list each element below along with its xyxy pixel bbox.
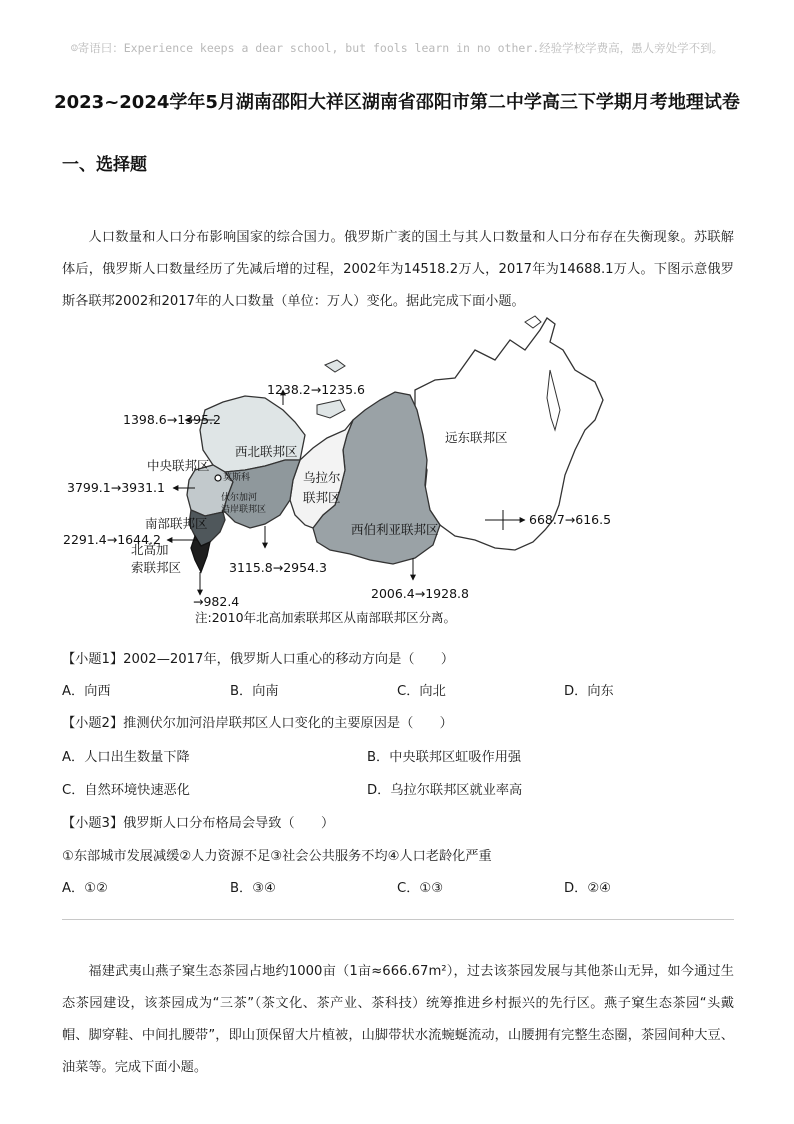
label-central: 中央联邦区 xyxy=(147,458,210,473)
label-ural-2: 联邦区 xyxy=(303,490,341,505)
value-southern: 2291.4→1644.2 xyxy=(63,532,161,547)
passage-tea-garden: 福建武夷山燕子窠生态茶园占地约1000亩（1亩≈666.67m²），过去该茶园发展与其他茶山无异，如今通过生态茶园建设，该茶园成为“三茶”（茶文化、茶产业、茶科技）统筹推进乡村振兴的先行区。燕子窠生态茶园“头戴帽、脚穿鞋、中间扎腰带”，即山顶保留大片植被，山脚带状水流蜿蜒流动，山腰拥有完整生态圈，茶园间种大豆、油菜等。完成下面小题。 xyxy=(62,964,734,1075)
q3-option-d[interactable]: D．②④ xyxy=(564,881,611,896)
russia-population-map xyxy=(55,310,665,630)
label-fareast: 远东联邦区 xyxy=(445,430,508,445)
label-caucasus-2: 索联邦区 xyxy=(131,560,182,575)
q2-option-c[interactable]: C．自然环境快速恶化 xyxy=(62,783,190,798)
q1-option-b[interactable]: B．向南 xyxy=(230,684,279,699)
label-caucasus-1: 北高加 xyxy=(131,542,169,557)
value-siberia: 2006.4→1928.8 xyxy=(371,586,469,601)
label-volga-1: 伏尔加河 xyxy=(221,493,258,503)
map-note: 注:2010年北高加索联邦区从南部联邦区分离。 xyxy=(195,610,457,625)
q1-option-c[interactable]: C．向北 xyxy=(397,684,446,699)
q2-option-a[interactable]: A．人口出生数量下降 xyxy=(62,750,190,765)
label-ural-1: 乌拉尔 xyxy=(303,470,341,485)
value-central: 3799.1→3931.1 xyxy=(67,480,165,495)
section-heading: 一、选择题 xyxy=(62,155,147,175)
q2-option-b[interactable]: B．中央联邦区虹吸作用强 xyxy=(367,750,522,765)
label-southern: 南部联邦区 xyxy=(145,516,208,531)
page-title: 2023~2024学年5月湖南邵阳大祥区湖南省邵阳市第二中学高三下学期月考地理试卷 xyxy=(54,92,740,113)
value-northwest: 1398.6→1395.2 xyxy=(123,412,221,427)
q3-option-b[interactable]: B．③④ xyxy=(230,881,276,896)
question-3-statements: ①东部城市发展减缓②人力资源不足③社会公共服务不均④人口老龄化严重 xyxy=(62,849,492,864)
passage-russia: 人口数量和人口分布影响国家的综合国力。俄罗斯广袤的国土与其人口数量和人口分布存在失衡现象。苏联解体后，俄罗斯人口数量经历了先减后增的过程，2002年为14518.2万人，2017年为14688.1万人。下图示意俄罗斯各联邦2002和2017年的人口数量（单位：万人）变化。据此完成下面小题。 xyxy=(62,230,734,309)
question-1-stem: 【小题1】2002—2017年，俄罗斯人口重心的移动方向是（ ） xyxy=(62,652,455,667)
section-divider xyxy=(62,919,734,920)
label-volga-2: 沿岸联邦区 xyxy=(221,505,267,515)
label-northwest: 西北联邦区 xyxy=(235,444,298,459)
q1-option-a[interactable]: A．向西 xyxy=(62,684,111,699)
question-2-stem: 【小题2】推测伏尔加河沿岸联邦区人口变化的主要原因是（ ） xyxy=(62,716,453,731)
q3-option-c[interactable]: C．①③ xyxy=(397,881,444,896)
question-3-stem: 【小题3】俄罗斯人口分布格局会导致（ ） xyxy=(62,816,335,831)
moscow-marker xyxy=(215,475,221,481)
label-siberia: 西伯利亚联邦区 xyxy=(351,522,439,537)
value-caucasus: →982.4 xyxy=(193,594,240,609)
value-fareast: 668.7→616.5 xyxy=(529,512,612,527)
q3-option-a[interactable]: A．①② xyxy=(62,881,108,896)
q2-option-d[interactable]: D．乌拉尔联邦区就业率高 xyxy=(367,783,523,798)
label-moscow: 莫斯科 xyxy=(223,473,251,483)
q1-option-d[interactable]: D．向东 xyxy=(564,684,614,699)
value-volga: 3115.8→2954.3 xyxy=(229,560,327,575)
motto-header: ☺寄语曰：Experience keeps a dear school, but fools learn in no other.经验学校学费高，愚人旁处学不到。 xyxy=(70,41,724,55)
value-north-top: 1238.2→1235.6 xyxy=(267,382,365,397)
